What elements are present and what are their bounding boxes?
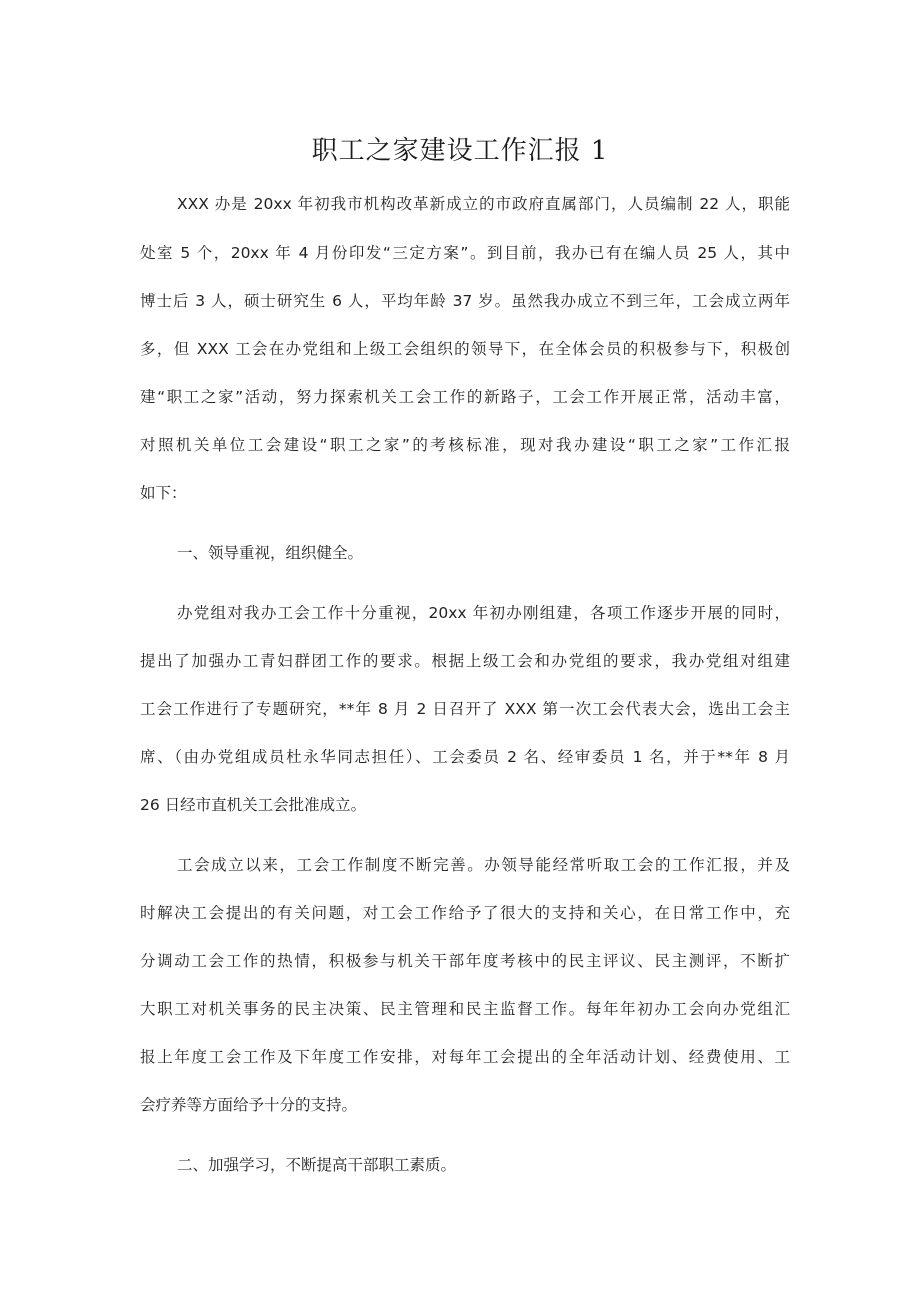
section-heading-2: 二、加强学习，不断提高干部职工素质。 <box>177 1156 457 1174</box>
paragraph-3-line-5: 报上年度工会工作及下年度工作安排，对每年工会提出的全年活动计划、经费使用、工 <box>140 1048 790 1066</box>
paragraph-3-line-2: 时解决工会提出的有关问题，对工会工作给予了很大的支持和关心，在日常工作中，充 <box>140 904 790 922</box>
paragraph-1-line-3: 博士后 3 人，硕士研究生 6 人，平均年龄 37 岁。虽然我办成立不到三年，工会成立两年 <box>140 292 790 310</box>
paragraph-3-line-6: 会疗养等方面给予十分的支持。 <box>140 1096 358 1114</box>
paragraph-1-line-7: 如下： <box>140 484 187 502</box>
paragraph-2-line-4: 席、（由办党组成员杜永华同志担任）、工会委员 2 名、经审委员 1 名，并于**年 8 月 <box>140 748 790 766</box>
document-title: 职工之家建设工作汇报 1 <box>311 136 609 166</box>
paragraph-1-line-5: 建“职工之家”活动，努力探索机关工会工作的新路子，工会工作开展正常，活动丰富， <box>140 388 790 406</box>
paragraph-1-line-6: 对照机关单位工会建设“职工之家”的考核标准，现对我办建设“职工之家”工作汇报 <box>140 436 790 454</box>
paragraph-1-line-1: XXX 办是 20xx 年初我市机构改革新成立的市政府直属部门，人员编制 22 人，职能 <box>177 195 790 213</box>
paragraph-3-line-1: 工会成立以来，工会工作制度不断完善。办领导能经常听取工会的工作汇报，并及 <box>177 856 790 874</box>
paragraph-3-line-3: 分调动工会工作的热情，积极参与机关干部年度考核中的民主评议、民主测评，不断扩 <box>140 952 790 970</box>
paragraph-3-line-4: 大职工对机关事务的民主决策、民主管理和民主监督工作。每年年初办工会向办党组汇 <box>140 1000 790 1018</box>
paragraph-1-line-2: 处室 5 个，20xx 年 4 月份印发“三定方案”。到目前，我办已有在编人员 25 人，其中 <box>140 244 790 262</box>
section-heading-1: 一、领导重视，组织健全。 <box>177 544 364 562</box>
paragraph-2-line-5: 26 日经市直机关工会批准成立。 <box>140 796 367 814</box>
paragraph-2-line-2: 提出了加强办工青妇群团工作的要求。根据上级工会和办党组的要求，我办党组对组建 <box>140 652 790 670</box>
paragraph-1-line-4: 多，但 XXX 工会在办党组和上级工会组织的领导下，在全体会员的积极参与下，积极创 <box>140 340 790 358</box>
paragraph-2-line-3: 工会工作进行了专题研究，**年 8 月 2 日召开了 XXX 第一次工会代表大会，选出工会主 <box>140 700 790 718</box>
paragraph-2-line-1: 办党组对我办工会工作十分重视，20xx 年初办刚组建，各项工作逐步开展的同时， <box>177 604 790 622</box>
